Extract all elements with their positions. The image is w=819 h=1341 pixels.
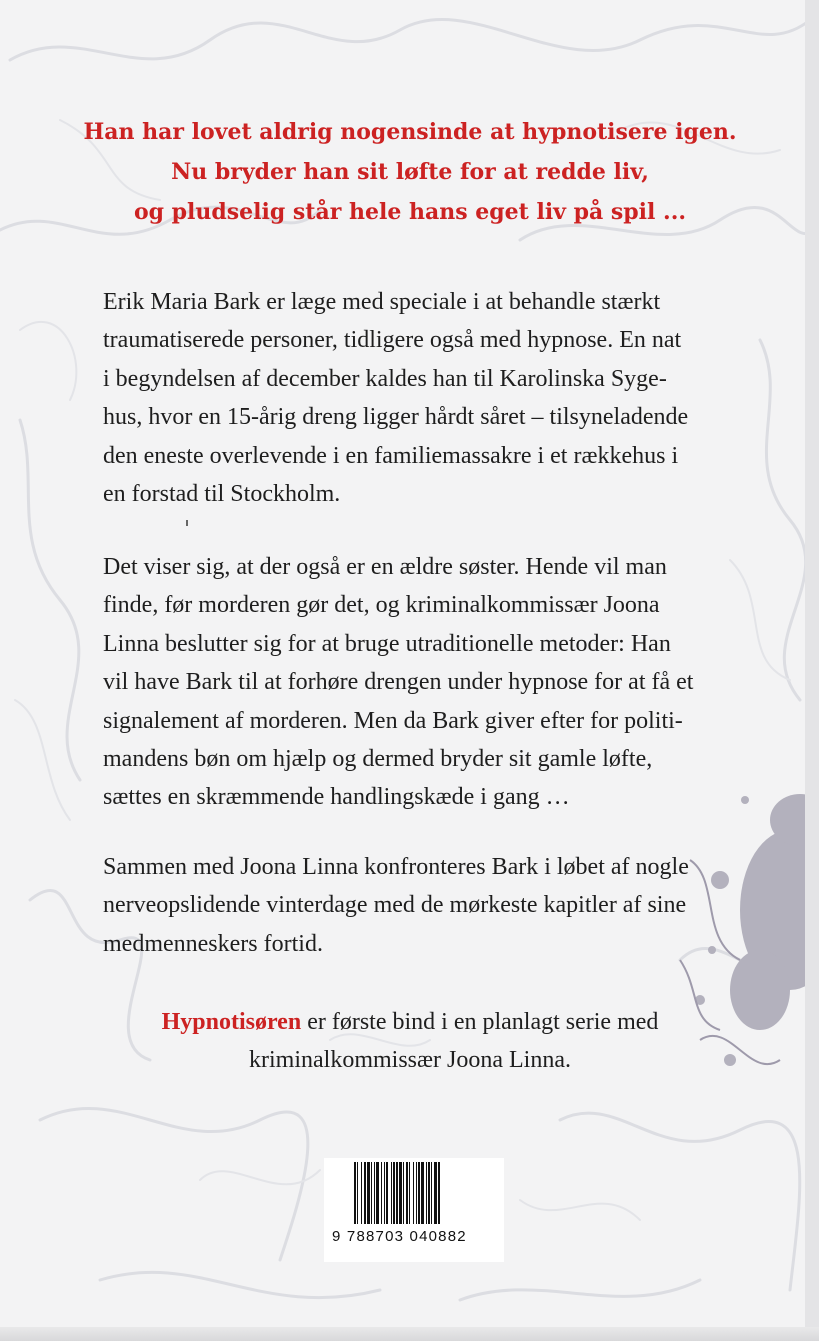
text-line: finde, før morderen gør det, og kriminalkommissær Joona: [103, 592, 660, 619]
barcode-bar: [396, 1162, 398, 1224]
barcode-bar: [374, 1162, 375, 1224]
text-line: signalement af morderen. Men da Bark giver efter for politi-: [103, 707, 683, 734]
barcode-bar: [426, 1162, 427, 1224]
barcode-bars: [352, 1162, 496, 1224]
text-line: Erik Maria Bark er læge med speciale i at behandle stærkt: [103, 289, 661, 315]
barcode-bar: [357, 1162, 358, 1224]
text-line: hus, hvor en 15-årig dreng ligger hårdt såret – tilsyneladende: [103, 404, 689, 431]
tagline-line: Nu bryder han sit løfte for at redde liv,: [171, 159, 649, 185]
barcode-bar: [364, 1162, 366, 1224]
book-title: Hypnotisøren: [161, 1009, 302, 1035]
text-line: Linna beslutter sig for at bruge utraditionelle metoder: Han: [103, 630, 671, 657]
print-speck: [186, 520, 188, 526]
cover-edge-right: [805, 0, 819, 1341]
barcode-bar: [438, 1162, 440, 1224]
barcode-bar: [434, 1162, 437, 1224]
text-line: nerveopslidende vinterdage med de mørkeste kapitler af sine: [103, 892, 687, 919]
text-line: i begyndelsen af december kaldes han til Karolinska Syge-: [103, 365, 667, 392]
series-note: [80, 1003, 740, 1080]
barcode-bar: [381, 1162, 382, 1224]
barcode-bar: [399, 1162, 402, 1224]
barcode-bar: [393, 1162, 395, 1224]
barcode-bar: [354, 1162, 356, 1224]
barcode-bar: [418, 1162, 420, 1224]
barcode: [324, 1158, 504, 1262]
barcode-bar: [428, 1162, 430, 1224]
text-line: vil have Bark til at forhøre drengen under hypnose for at få et: [103, 669, 694, 696]
barcode-bar: [391, 1162, 392, 1224]
tagline-line: og pludselig står hele hans eget liv på spil ...: [133, 199, 687, 225]
barcode-bar: [361, 1162, 362, 1224]
text-line: en forstad til Stockholm.: [103, 481, 341, 508]
tagline: [80, 112, 740, 232]
barcode-bar: [409, 1162, 410, 1224]
barcode-bar: [413, 1162, 414, 1224]
tagline-line: Han har lovet aldrig nogensinde at hypnotisere igen.: [83, 119, 737, 145]
isbn-number: 9 788703 040882: [332, 1228, 467, 1245]
barcode-bar: [421, 1162, 424, 1224]
barcode-bar: [371, 1162, 372, 1224]
text-line: sættes en skræmmende handlingskæde i gang …: [103, 784, 570, 811]
barcode-bar: [376, 1162, 379, 1224]
barcode-bar: [416, 1162, 417, 1224]
barcode-bar: [367, 1162, 370, 1224]
barcode-bar: [384, 1162, 385, 1224]
text-line: den eneste overlevende i en familiemassakre i et rækkehus i: [103, 442, 679, 469]
text-line: traumatiserede personer, tidligere også med hypnose. En nat: [103, 327, 682, 354]
text-line: Sammen med Joona Linna konfronteres Bark i løbet af nogle: [103, 854, 689, 880]
text-line: mandens bøn om hjælp og dermed bryder sit gamle løfte,: [103, 746, 653, 773]
blurb-paragraph-3: [103, 848, 763, 963]
barcode-bar: [386, 1162, 388, 1224]
barcode-bar: [431, 1162, 432, 1224]
series-note-line-1: [80, 1003, 740, 1041]
barcode-bar: [406, 1162, 408, 1224]
text-line: medmenneskers fortid.: [103, 930, 323, 957]
barcode-bar: [403, 1162, 404, 1224]
cover-edge-bottom: [0, 1327, 819, 1341]
text-line: Det viser sig, at der også er en ældre søster. Hende vil man: [103, 554, 667, 580]
blurb-paragraph-2: [103, 548, 763, 817]
blurb-paragraph-1: [103, 283, 763, 513]
series-note-line-2: kriminalkommissær Joona Linna.: [249, 1047, 571, 1074]
series-note-text: er første bind i en planlagt serie med: [301, 1009, 659, 1035]
